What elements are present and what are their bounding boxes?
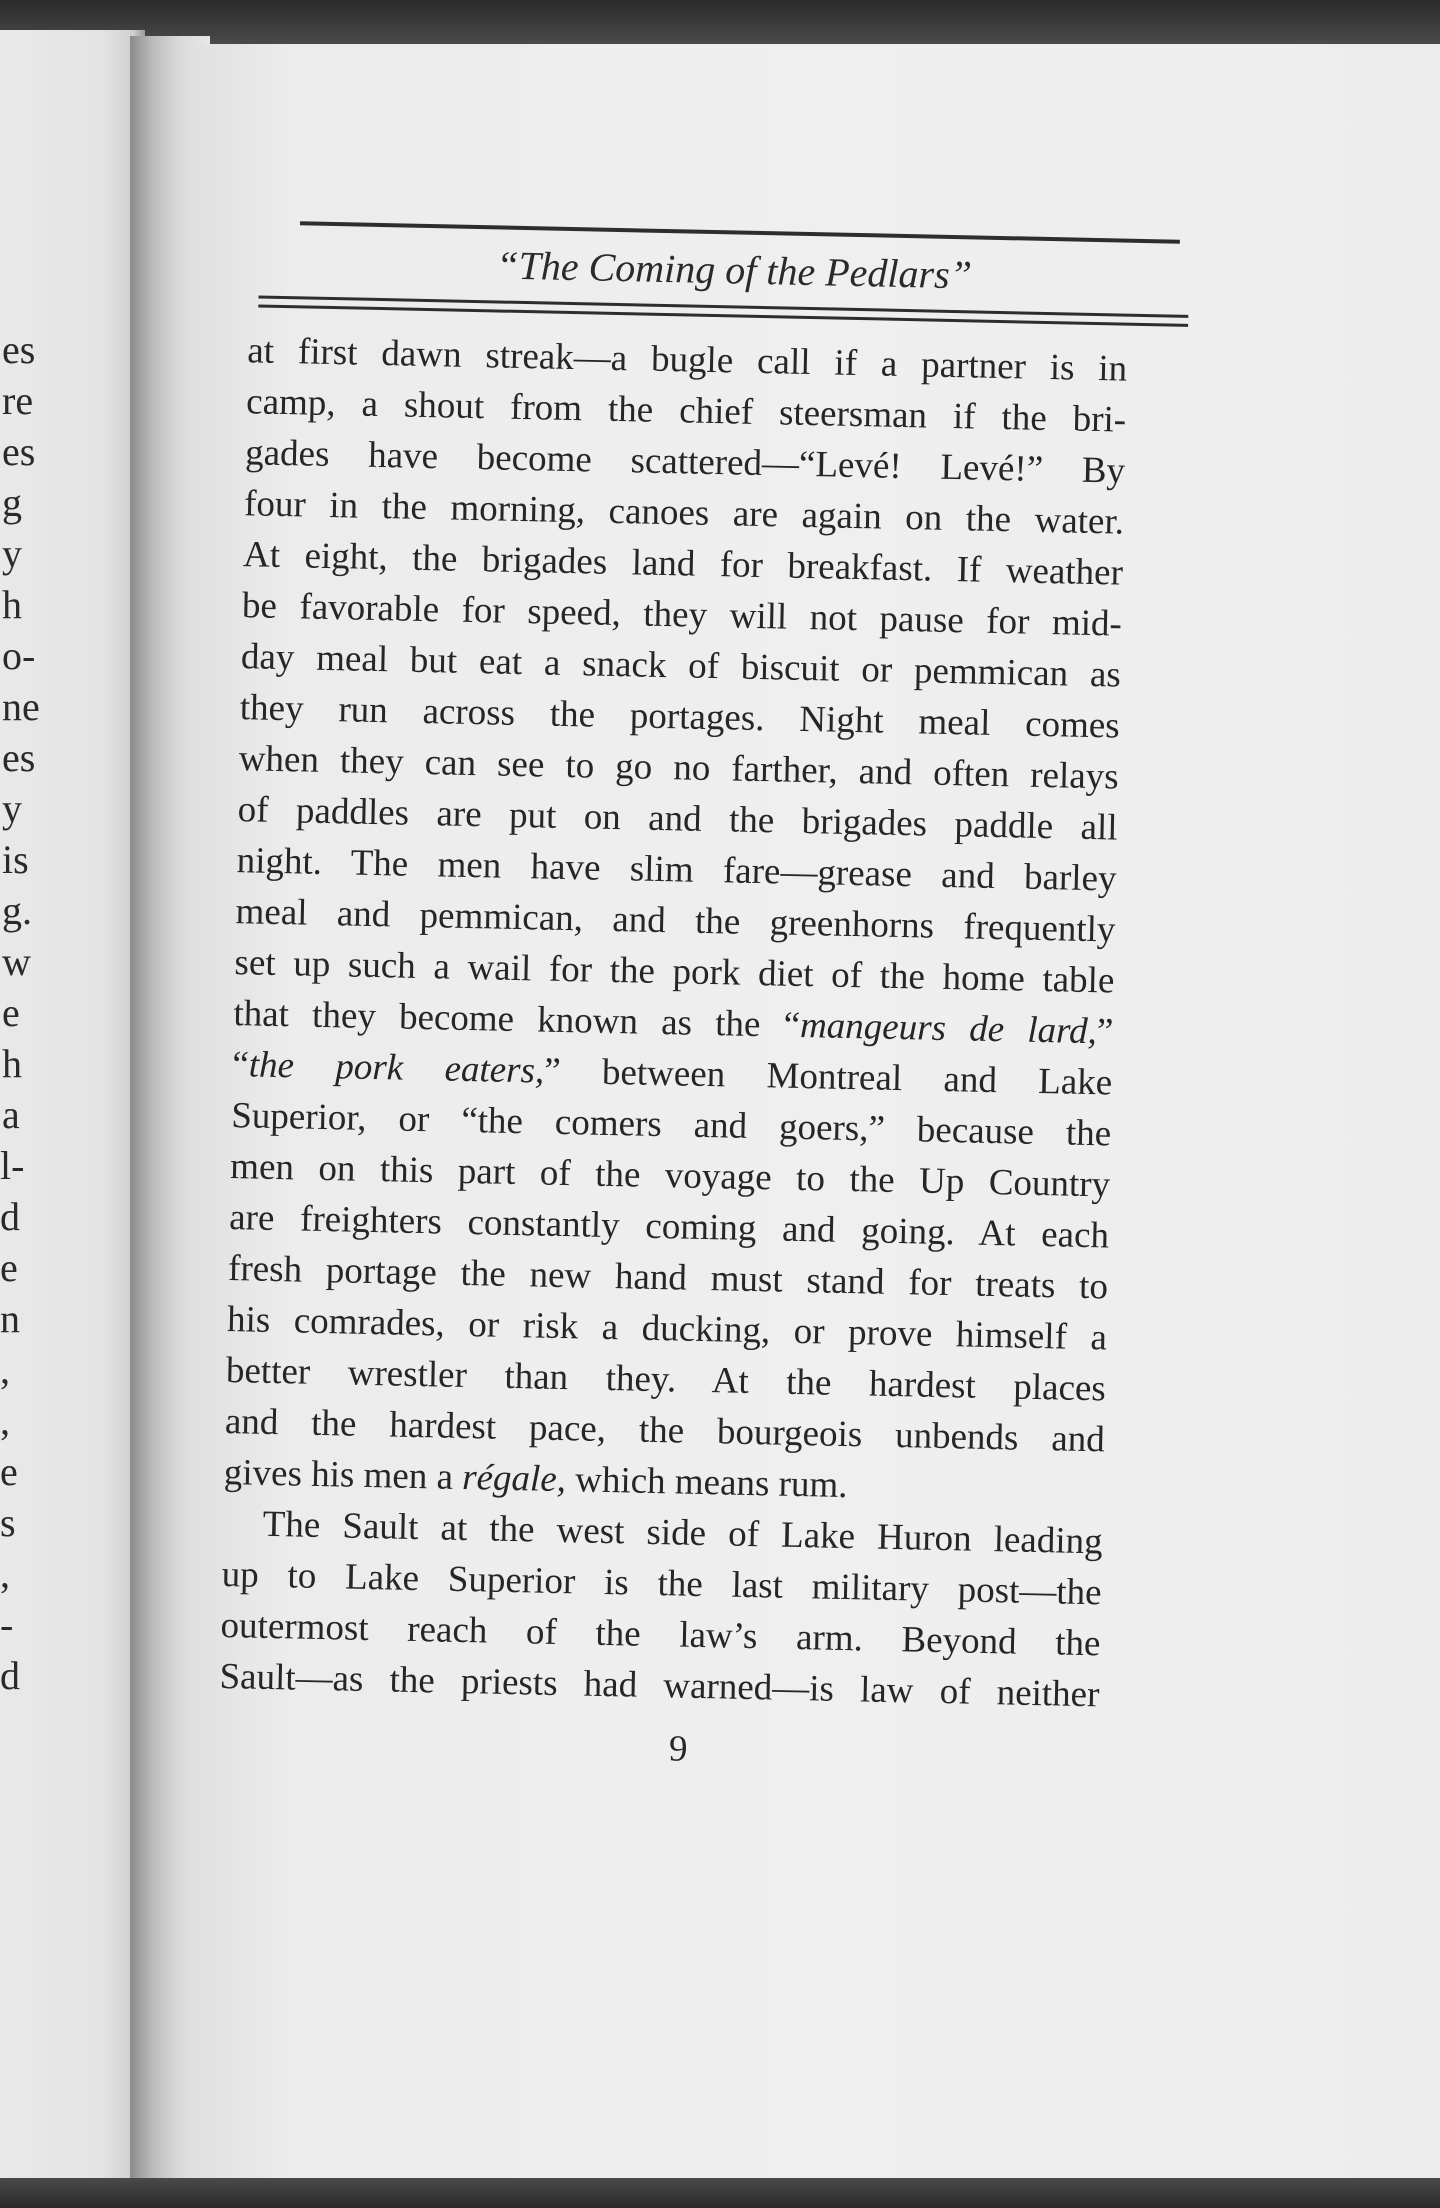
left-page-fragment: , xyxy=(0,1551,10,1596)
text-line: that they become known as the “mangeurs de lard,” xyxy=(233,993,1114,1053)
left-page-fragment: re xyxy=(2,378,34,423)
text-line: “the pork eaters,” between Montreal and Lake xyxy=(231,1044,1113,1104)
left-page-fragment: g xyxy=(2,480,22,525)
text-line: gades have become scattered—“Levé! Levé!” By xyxy=(244,432,1126,492)
left-page-fragment: y xyxy=(2,531,22,576)
left-page-fragment: - xyxy=(0,1602,14,1647)
text-line: they run across the portages. Night meal comes xyxy=(239,687,1121,747)
text-line: Superior, or “the comers and goers,” because the xyxy=(230,1095,1112,1155)
text-line: be favorable for speed, they will not pause for mid- xyxy=(241,585,1123,645)
left-page-fragment: w xyxy=(2,939,31,984)
body-text xyxy=(219,325,1128,1720)
left-page-fragment: es xyxy=(2,327,36,372)
left-page-fragment: d xyxy=(0,1194,20,1239)
header-double-rule xyxy=(258,295,1188,326)
text-line: fresh portage the new hand must stand for treats to xyxy=(227,1248,1109,1308)
left-page-fragment: h xyxy=(2,582,22,627)
scan-bottom-edge xyxy=(0,2178,1440,2208)
text-line: gives his men a régale, which means rum. xyxy=(223,1451,848,1507)
text-line: day meal but eat a snack of biscuit or pemmican as xyxy=(240,636,1122,696)
text-line: are freighters constantly coming and going. At each xyxy=(228,1197,1110,1257)
left-page-fragment: s xyxy=(0,1500,16,1545)
running-head: “The Coming of the Pedlars” xyxy=(495,242,973,298)
left-page-fragment: h xyxy=(2,1041,22,1086)
left-page xyxy=(0,30,145,2190)
text-line: camp, a shout from the chief steersman if the bri- xyxy=(245,381,1127,441)
text-line: Sault—as the priests had warned—is law of neither xyxy=(219,1655,1100,1716)
left-page-fragment: ne xyxy=(2,684,40,729)
text-line: and the hardest pace, the bourgeois unbends and xyxy=(224,1401,1106,1461)
left-page-fragment: es xyxy=(2,735,36,780)
text-line: At eight, the brigades land for breakfast. If weather xyxy=(242,534,1124,594)
left-page-fragment: a xyxy=(2,1092,20,1137)
left-page-fragment: d xyxy=(0,1653,20,1698)
left-page-fragment: is xyxy=(2,837,29,882)
left-page-fragment: n xyxy=(0,1296,20,1341)
left-page-fragment: , xyxy=(0,1398,10,1443)
text-line: four in the morning, canoes are again on the water. xyxy=(243,483,1125,543)
left-page-fragment: o- xyxy=(2,633,36,678)
text-line: better wrestler than they. At the hardest places xyxy=(225,1350,1107,1410)
scan-top-edge xyxy=(0,0,1440,44)
left-page-fragment: e xyxy=(2,990,20,1035)
page-content xyxy=(208,220,1190,1781)
left-page-fragment: g. xyxy=(2,888,32,933)
left-page-fragment: l- xyxy=(0,1143,25,1188)
page-number: 9 xyxy=(668,1728,688,1770)
left-page-fragment: , xyxy=(0,1347,10,1392)
left-page-fragment: e xyxy=(0,1245,18,1290)
text-line: meal and pemmican, and the greenhorns frequently xyxy=(235,891,1116,951)
text-line: at first dawn streak—a bugle call if a partner is in xyxy=(246,330,1128,390)
text-line: set up such a wail for the pork diet of the home table xyxy=(234,942,1115,1002)
text-line: men on this part of the voyage to the Up Country xyxy=(229,1146,1111,1206)
left-page-fragment: es xyxy=(2,429,36,474)
left-page-fragment: y xyxy=(2,786,22,831)
text-line: night. The men have slim fare—grease and barley xyxy=(236,840,1117,900)
left-page-fragment: e xyxy=(0,1449,18,1494)
text-line: The Sault at the west side of Lake Huron leading xyxy=(262,1503,1104,1563)
text-line: when they can see to go no farther, and often relays xyxy=(238,738,1120,798)
text-line: up to Lake Superior is the last military post—the xyxy=(221,1553,1102,1614)
text-line: of paddles are put on and the brigades paddle all xyxy=(237,789,1118,849)
text-line: outermost reach of the law’s arm. Beyond the xyxy=(220,1604,1101,1665)
text-line: his comrades, or risk a ducking, or prove himself a xyxy=(226,1299,1108,1359)
